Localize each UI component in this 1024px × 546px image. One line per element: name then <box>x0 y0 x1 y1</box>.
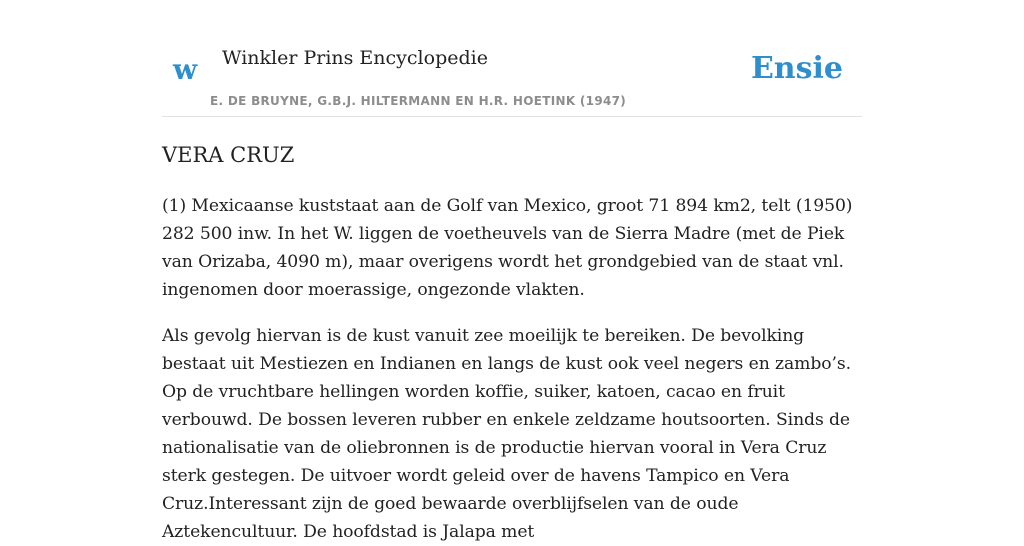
article-paragraph: Als gevolg hiervan is de kust vanuit zee moeilijk te bereiken. De bevolking bestaat uit Mestiezen en Indianen en langs de kust ook veel negers en zambo’s. Op de vruchtbare hellingen worden koffie, suiker, katoen, cacao en fruit verbouwd. De bossen leveren rubber en enkele zeldzame houtsoorten. Sinds de nationalisatie van de oliebronnen is de productie hiervan vooral in Vera Cruz sterk gestegen. De uitvoer wordt geleid over de havens Tampico en Vera Cruz.Interessant zijn de goed bewaarde overblijfselen van de oude Aztekencultuur. De hoofdstad is Jalapa met <box>162 326 851 542</box>
publication-authors: E. DE BRUYNE, G.B.J. HILTERMANN EN H.R. HOETINK (1947) <box>210 94 627 108</box>
article <box>162 138 862 546</box>
publication-title[interactable]: Winkler Prins Encyclopedie <box>222 47 488 69</box>
publication-logo[interactable]: w <box>173 53 198 86</box>
article-title: VERA CRUZ <box>162 143 295 167</box>
article-paragraph: (1) Mexicaanse kuststaat aan de Golf van Mexico, groot 71 894 km2, telt (1950) 282 500 inw. In het W. liggen de voetheuvels van de Sierra Madre (met de Piek van Orizaba, 4090 m), maar overigens wordt het grondgebied van de staat vnl. ingenomen door moerassige, ongezonde vlakten. <box>162 196 853 300</box>
ensie-logo[interactable]: Ensie <box>750 51 843 86</box>
page-header <box>162 0 862 117</box>
